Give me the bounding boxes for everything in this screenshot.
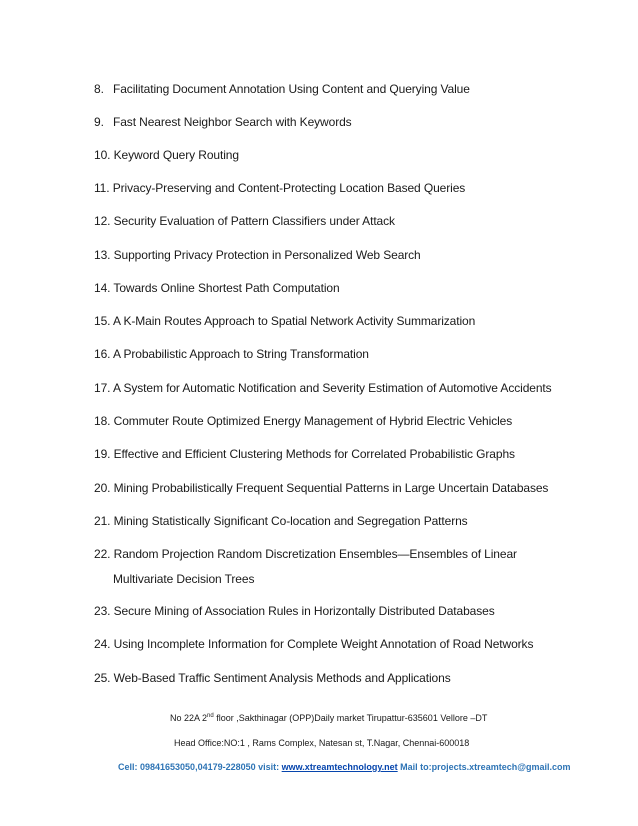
list-text: Random Projection Random Discretization Ensembles—Ensembles of Linear xyxy=(113,547,517,561)
list-number: 19. xyxy=(94,447,111,461)
list-item xyxy=(94,181,465,196)
list-item xyxy=(94,547,517,587)
list-text: Privacy-Preserving and Content-Protecting Location Based Queries xyxy=(112,181,466,195)
website-link[interactable]: www.xtreamtechnology.net xyxy=(281,762,398,772)
list-number: 13. xyxy=(94,248,111,262)
footer-address-sup: nd xyxy=(207,713,214,719)
footer-address xyxy=(170,713,487,724)
footer-head-office: Head Office:NO:1 , Rams Complex, Natesan st, T.Nagar, Chennai-600018 xyxy=(174,738,470,748)
list-text: Security Evaluation of Pattern Classifiers under Attack xyxy=(113,214,395,228)
list-text: Facilitating Document Annotation Using Content and Querying Value xyxy=(113,82,470,96)
list-item xyxy=(94,248,421,263)
list-number: 14. xyxy=(94,281,111,295)
list-item xyxy=(94,671,451,686)
list-item xyxy=(94,381,552,396)
list-item xyxy=(94,148,239,163)
list-number: 8. xyxy=(94,82,104,96)
list-number: 10. xyxy=(94,148,111,162)
list-item xyxy=(94,214,395,229)
list-text-continuation: Multivariate Decision Trees xyxy=(113,572,255,586)
list-item xyxy=(94,115,352,130)
list-text: Effective and Efficient Clustering Methods for Correlated Probabilistic Graphs xyxy=(113,447,515,461)
list-number: 16. xyxy=(94,347,111,361)
list-item xyxy=(94,82,470,97)
footer-address-post: floor ,Sakthinagar (OPP)Daily market Tirupattur-635601 Vellore –DT xyxy=(213,713,488,723)
list-item xyxy=(94,347,369,362)
list-number: 20. xyxy=(94,481,111,495)
list-item xyxy=(94,447,515,462)
list-number: 23. xyxy=(94,604,111,618)
list-item xyxy=(94,604,495,619)
list-text: Web-Based Traffic Sentiment Analysis Methods and Applications xyxy=(113,671,451,685)
list-item xyxy=(94,637,533,652)
list-item xyxy=(94,514,468,529)
list-number: 15. xyxy=(94,314,111,328)
list-text: Fast Nearest Neighbor Search with Keywords xyxy=(113,115,352,129)
list-number: 9. xyxy=(94,115,104,129)
list-item xyxy=(94,481,548,496)
list-text: Commuter Route Optimized Energy Management of Hybrid Electric Vehicles xyxy=(113,414,513,428)
list-text: Mining Probabilistically Frequent Sequential Patterns in Large Uncertain Databases xyxy=(113,481,549,495)
footer-address-pre: No 22A 2 xyxy=(170,713,208,723)
list-text: A System for Automatic Notification and Severity Estimation of Automotive Accidents xyxy=(112,381,552,395)
list-item xyxy=(94,281,340,296)
list-text: Keyword Query Routing xyxy=(113,148,239,162)
list-text: Using Incomplete Information for Complete Weight Annotation of Road Networks xyxy=(113,637,534,651)
list-number: 24. xyxy=(94,637,111,651)
footer-contact xyxy=(118,762,571,773)
list-text: A K-Main Routes Approach to Spatial Network Activity Summarization xyxy=(112,314,476,328)
list-number: 22. xyxy=(94,547,111,561)
list-number: 11. xyxy=(94,181,110,195)
list-number: 25. xyxy=(94,671,111,685)
footer-contact-pre: Cell: 09841653050,04179-228050 visit: xyxy=(118,762,282,772)
list-number: 12. xyxy=(94,214,111,228)
list-text: Supporting Privacy Protection in Personalized Web Search xyxy=(113,248,421,262)
list-number: 21. xyxy=(94,514,111,528)
list-text: Secure Mining of Association Rules in Horizontally Distributed Databases xyxy=(113,604,495,618)
list-item xyxy=(94,414,512,429)
list-number: 17. xyxy=(94,381,111,395)
list-text: Towards Online Shortest Path Computation xyxy=(113,281,340,295)
list-text: Mining Statistically Significant Co-location and Segregation Patterns xyxy=(113,514,468,528)
list-number: 18. xyxy=(94,414,111,428)
footer-contact-post: Mail to:projects.xtreamtech@gmail.com xyxy=(397,762,571,772)
list-item xyxy=(94,314,475,329)
list-text: A Probabilistic Approach to String Transformation xyxy=(112,347,369,361)
